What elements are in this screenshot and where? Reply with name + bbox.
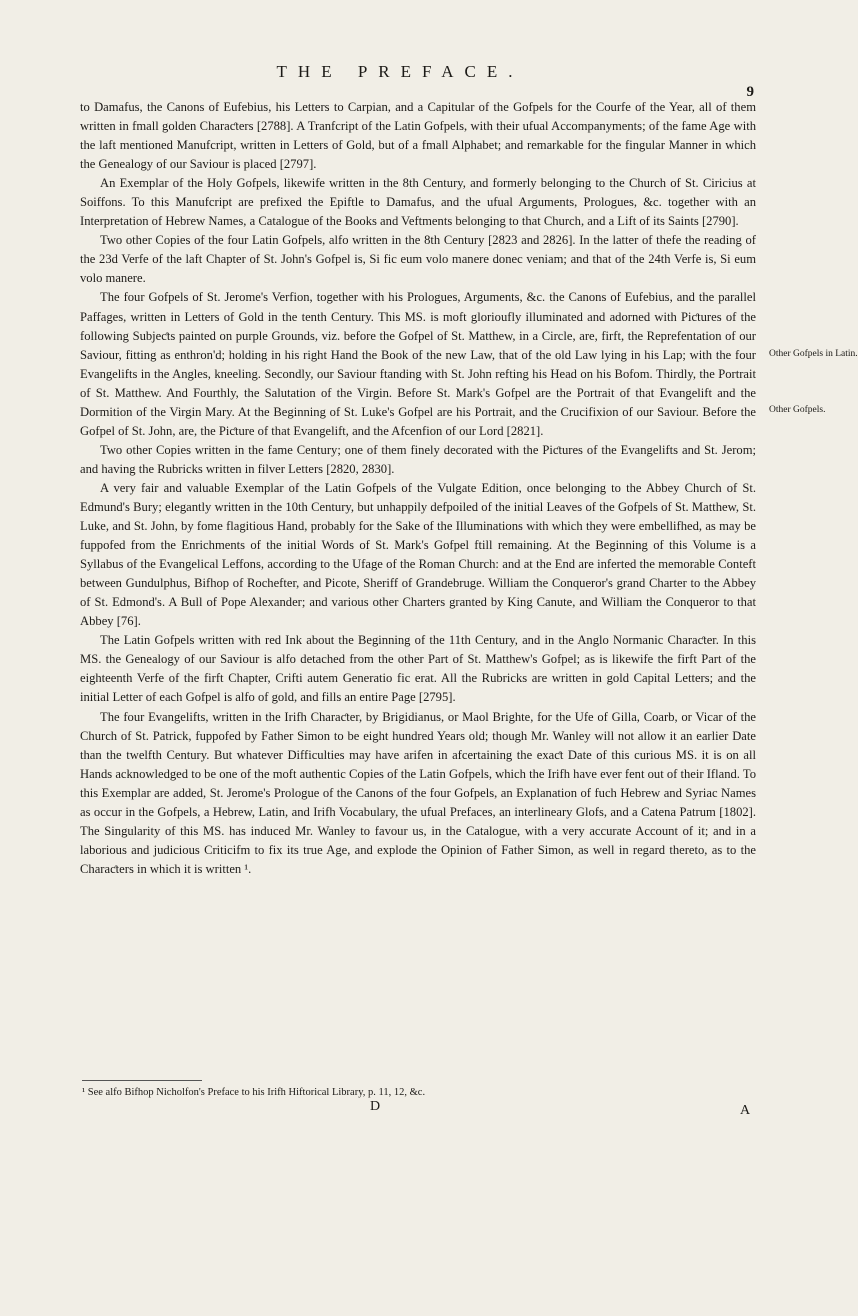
paragraph: Two other Copies of the four Latin Gofpels, alfo written in the 8th Century [2823 and 2826]. In the latter of thefe the reading of the 23d Verfe of the laft Chapter of St. John's Gofpel is, Si fic eum volo manere donec veniam; and that of the 24th Verfe is, Si eum volo manere. — [80, 233, 756, 286]
paragraph: The Latin Gofpels written with red Ink about the Beginning of the 11th Century, and in the Anglo Normanic Charaƈter. In this MS. the Genealogy of our Saviour is alfo detached from the other Part of St. Matthew's Gofpel; as is likewife the firft Part of the eighteenth Verfe of the firft Chapter, Crifti autem Generatio fic erat. All the Rubricks are written in gold Capital Letters; and the initial Letter of each Gofpel is alfo of gold, and fills an entire Page [2795]. — [80, 633, 756, 705]
body-text — [80, 98, 756, 879]
running-header: THE PREFACE. — [276, 62, 524, 81]
paragraph: The four Evangelifts, written in the Irifh Charaƈter, by Brigidianus, or Maol Brighte, for the Ufe of Gilla, Coarb, or Vicar of the Church of St. Patrick, fuppofed by Father Simon to be eight hundred Years old; though Mr. Wanley will not allow it an earlier Date than the twelfth Century. But whatever Difficulties may have arifen in afcertaining the exaƈt Date of this curious MS. it is on all Hands acknowledged to be one of the moft authentic Copies of the Latin Gofpels, which the Irifh have ever fent out of their Ifland. To this Exemplar are added, St. Jerome's Prologue of the Canons of the four Gofpels, an Explanation of fuch Hebrew and Syriac Names as occur in the Gofpels, a Hebrew, Latin, and Irifh Vocabulary, the ufual Prefaces, an interlineary Glofs, and a Catena Patrum [1802]. The Singularity of this MS. has induced Mr. Wanley to favour us, in the Catalogue, with a very accurate Account of it; and in a laborious and judicious Criticifm to fix its true Age, and explode the Opinion of Father Simon, as well in regard thereto, as to the Charaƈters in which it is written ¹. — [80, 709, 756, 876]
signature-mark: D — [370, 1099, 381, 1114]
footnote: ¹ See alfo Bifhop Nicholfon's Preface to his Irifh Hiftorical Library, p. 11, 12, &c. — [82, 1087, 426, 1098]
footnote-rule — [82, 1080, 202, 1081]
page-number: 9 — [746, 84, 754, 100]
catchword: A — [740, 1103, 751, 1118]
paragraph: The four Gofpels of St. Jerome's Verfion, together with his Prologues, Arguments, &c. the Canons of Eufebius, and the parallel Paffages, written in Letters of Gold in the tenth Century. This MS. is moft glorioufly illuminated and adorned with Piƈtures of the following Subjeƈts painted on purple Grounds, viz. before the Gofpel of St. Matthew, in a Circle, are, firft, the Reprefentation of our Saviour, fitting as enthron'd; holding in his right Hand the Book of the new Law, that of the old Law lying in his Lap; with the four Evangelifts in the Angles, kneeling. Secondly, our Saviour ftanding with St. John refting his Head on his Bofom. Thirdly, the Portrait of St. Matthew. And Fourthly, the Salutation of the Virgin. Before St. Mark's Gofpel are the Portrait of that Evangelift and the Dormition of the Virgin Mary. At the Beginning of St. Luke's Gofpel are his Portrait, and the Crucifixion of our Saviour. Before the Gofpel of St. John, are, the Piƈture of that Evangelift, and the Afcenfion of our Lord [2821]. — [80, 290, 756, 438]
paragraph: A very fair and valuable Exemplar of the Latin Gofpels of the Vulgate Edition, once belonging to the Abbey Church of St. Edmund's Bury; elegantly written in the 10th Century, but unhappily defpoiled of the initial Leaves of the Gofpels of St. Matthew, St. Luke, and St. John, by fome flagitious Hand, probably for the Sake of the Illuminations with which they were embellifhed, as may be fuppofed from the Enrichments of the initial Words of St. Mark's Gofpel ftill remaining. At the Beginning of this Volume is a Syllabus of the Evangelical Leffons, according to the Ufage of the Roman Church: and at the End are inferted the memorable Conteft between Gundulphus, Bifhop of Rochefter, and Picote, Sheriff of Grandebruge. William the Conqueror's grand Charter to the Abbey of St. Edmond's. A Bull of Pope Alexander; and various other Charters granted by King Canute, and William the Conqueror to that Abbey [76]. — [80, 480, 756, 629]
paragraph: Two other Copies written in the fame Century; one of them finely decorated with the Piƈtures of the Evangelifts and St. Jerom; and having the Rubricks written in filver Letters [2820, 2830]. — [80, 442, 756, 476]
margin-note: Other Gofpels in Latin. — [769, 349, 858, 359]
paragraph: to Damafus, the Canons of Eufebius, his Letters to Carpian, and a Capitular of the Gofpels for the Courfe of the Year, all of them written in fmall golden Charaƈters [2788]. A Tranfcript of the Latin Gofpels, with their ufual Accompanyments; of the fame Age with the laft mentioned Manufcript, written in Letters of Gold, but of a fmall Alphabet; and remarkable for the fingular Manner in which the Genealogy of our Saviour is placed [2797]. — [80, 100, 756, 172]
margin-note: Other Gofpels. — [769, 405, 826, 415]
paragraph: An Exemplar of the Holy Gofpels, likewife written in the 8th Century, and formerly belonging to the Church of St. Ciricius at Soiffons. To this Manufcript are prefixed the Epiftle to Damafus, and the ufual Arguments, Prologues, &c. together with an Interpretation of Hebrew Names, a Catalogue of the Books and Veftments belonging to that Church, and a Lift of its Saints [2790]. — [80, 176, 756, 229]
